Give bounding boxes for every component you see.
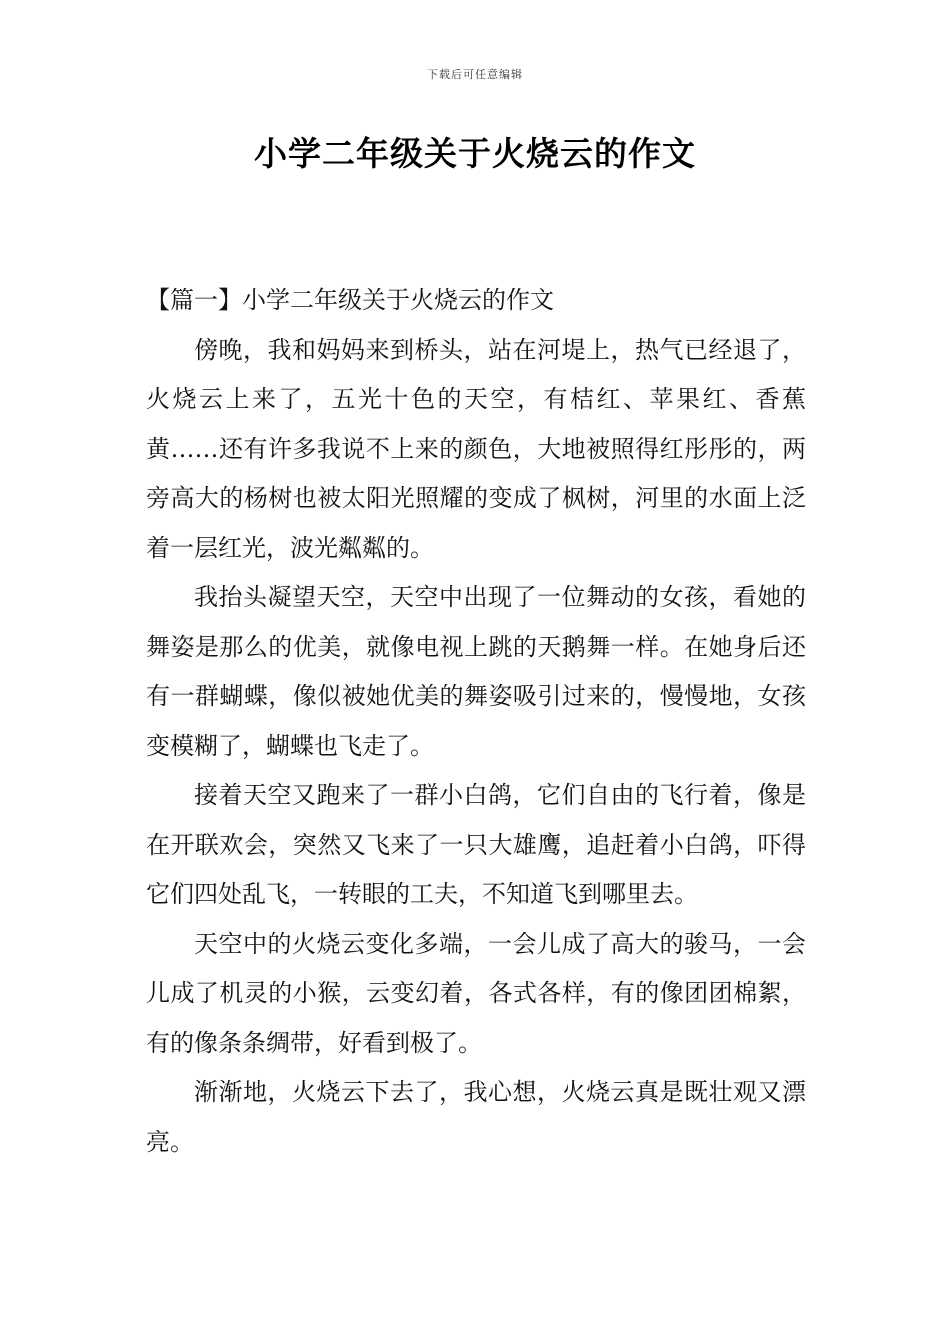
header-note: 下载后可任意编辑 [427, 68, 523, 81]
paragraph-3: 接着天空又跑来了一群小白鸽，它们自由的飞行着，像是在开联欢会，突然又飞来了一只大雄鹰，追赶着小白鸽，吓得它们四处乱飞，一转眼的工夫，不知道飞到哪里去。 [146, 781, 806, 908]
document-title: 小学二年级关于火烧云的作文 [254, 134, 696, 173]
paragraph-4: 天空中的火烧云变化多端，一会儿成了高大的骏马，一会儿成了机灵的小猴，云变幻着，各式各样，有的像团团棉絮，有的像条条绸带，好看到极了。 [146, 929, 806, 1057]
paragraph-5: 渐渐地，火烧云下去了，我心想，火烧云真是既壮观又漂亮。 [146, 1078, 806, 1156]
paragraph-1: 傍晚，我和妈妈来到桥头，站在河堤上，热气已经退了，火烧云上来了，五光十色的天空，有桔红、苹果红、香蕉黄……还有许多我说不上来的颜色，大地被照得红彤彤的，两旁高大的杨树也被太阳光照耀的变成了枫树，河里的水面上泛着一层红光，波光粼粼的。 [146, 335, 806, 562]
paragraph-2: 我抬头凝望天空，天空中出现了一位舞动的女孩，看她的舞姿是那么的优美，就像电视上跳的天鹅舞一样。在她身后还有一群蝴蝶，像似被她优美的舞姿吸引过来的，慢慢地，女孩变模糊了，蝴蝶也飞走了。 [146, 583, 806, 760]
document-body [146, 276, 806, 1167]
section-heading: 【篇一】小学二年级关于火烧云的作文 [146, 286, 554, 314]
